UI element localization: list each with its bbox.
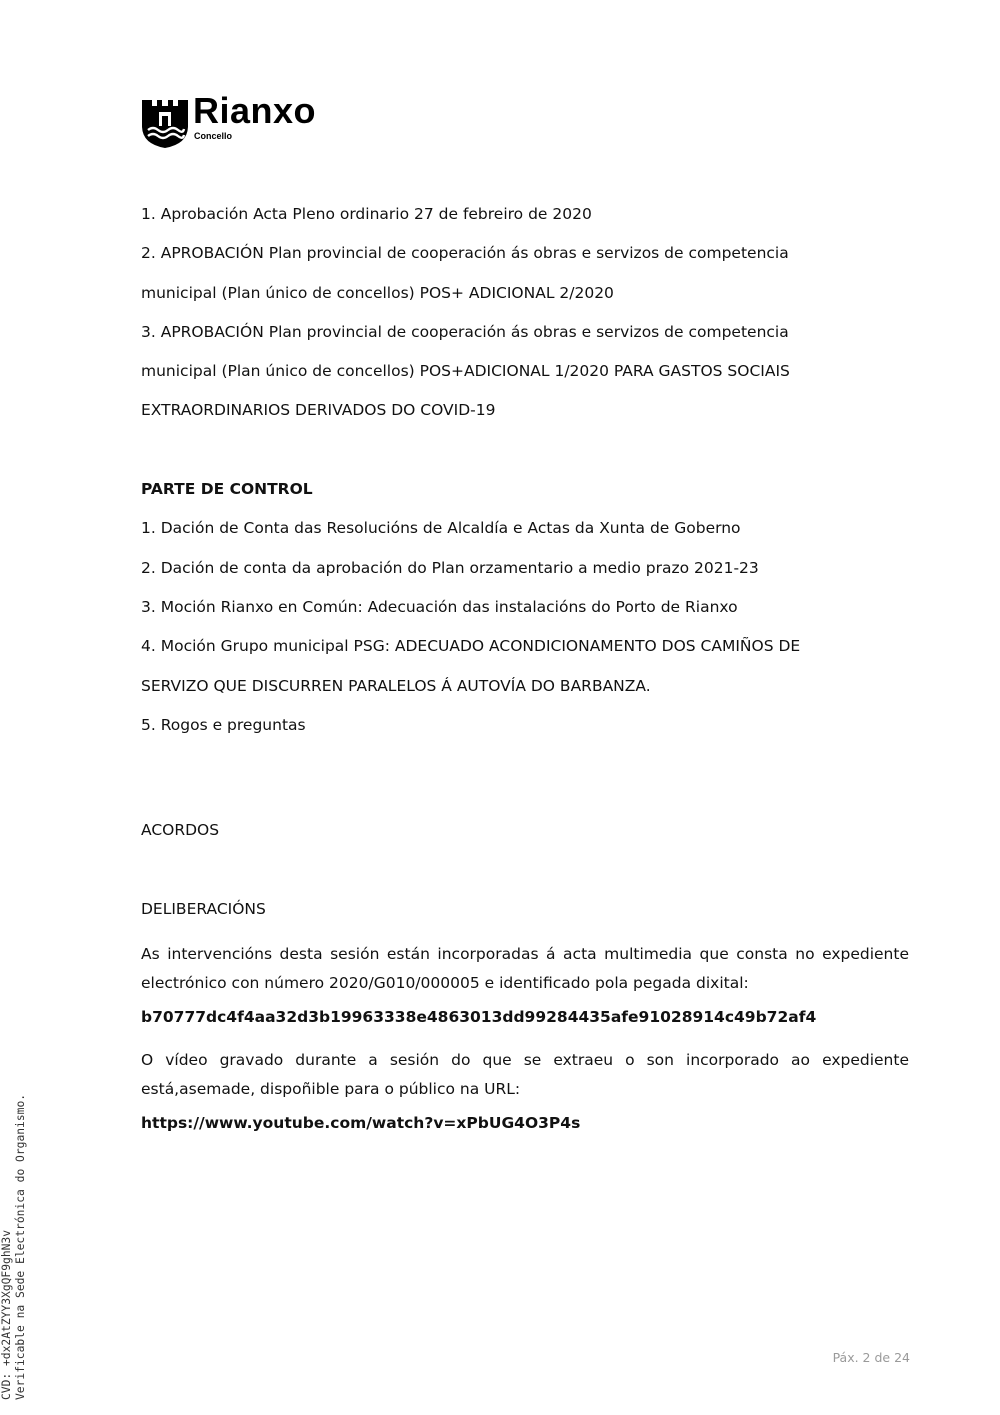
control-item: 2. Dación de conta da aprobación do Plan orzamentario a medio prazo 2021-23 xyxy=(141,558,759,577)
control-item: SERVIZO QUE DISCURREN PARALELOS Á AUTOVÍA DO BARBANZA. xyxy=(141,676,651,695)
deliberacions-heading: DELIBERACIÓNS xyxy=(141,900,266,919)
agenda-line: municipal (Plan único de concellos) POS+ADICIONAL 1/2020 PARA GASTOS SOCIAIS xyxy=(141,362,790,381)
hash-value: b70777dc4f4aa32d3b19963338e4863013dd99284435afe91028914c49b72af4 xyxy=(141,1007,817,1026)
agenda-line: municipal (Plan único de concellos) POS+ ADICIONAL 2/2020 xyxy=(141,283,614,302)
page-number: Páx. 2 de 24 xyxy=(832,1350,910,1365)
shield-icon xyxy=(142,96,188,148)
control-item: 4. Moción Grupo municipal PSG: ADECUADO ACONDICIONAMENTO DOS CAMIÑOS DE xyxy=(141,637,801,656)
agenda-line: 1. Aprobación Acta Pleno ordinario 27 de febreiro de 2020 xyxy=(141,205,592,223)
agenda-line: 2. APROBACIÓN Plan provincial de cooperación ás obras e servizos de competencia xyxy=(141,244,789,263)
deliberacions-paragraph: As intervencións desta sesión están incorporadas á acta multimedia que consta no expediente electrónico con número 2020/G010/000005 e identificado pola pegada dixital: xyxy=(141,944,909,992)
logo-name: Rianxo xyxy=(193,90,317,131)
logo-subtitle: Concello xyxy=(194,131,233,141)
agenda-line: 3. APROBACIÓN Plan provincial de cooperación ás obras e servizos de competencia xyxy=(141,322,789,341)
verification-stamp xyxy=(0,1094,28,1400)
control-item: 3. Moción Rianxo en Común: Adecuación das instalacións do Porto de Rianxo xyxy=(141,597,738,616)
control-item: 1. Dación de Conta das Resolucións de Alcaldía e Actas da Xunta de Goberno xyxy=(141,519,741,538)
acordos-heading: ACORDOS xyxy=(141,821,220,840)
cvd-code: CVD: +dx2AtZYY3XgQF9ghN3v xyxy=(0,1229,13,1400)
concello-logo xyxy=(142,90,342,148)
control-heading: PARTE DE CONTROL xyxy=(141,480,313,499)
video-paragraph: O vídeo gravado durante a sesión do que se extraeu o son incorporado ao expediente está,asemade, dispoñible para o público na URL: xyxy=(141,1050,909,1098)
document-body xyxy=(141,205,909,1133)
verification-text: Verificable na Sede Electrónica do Organismo. xyxy=(14,1093,27,1400)
control-item: 5. Rogos e preguntas xyxy=(141,715,306,734)
agenda-line: EXTRAORDINARIOS DERIVADOS DO COVID-19 xyxy=(141,401,496,420)
video-url[interactable]: https://www.youtube.com/watch?v=xPbUG4O3P4s xyxy=(141,1113,581,1132)
